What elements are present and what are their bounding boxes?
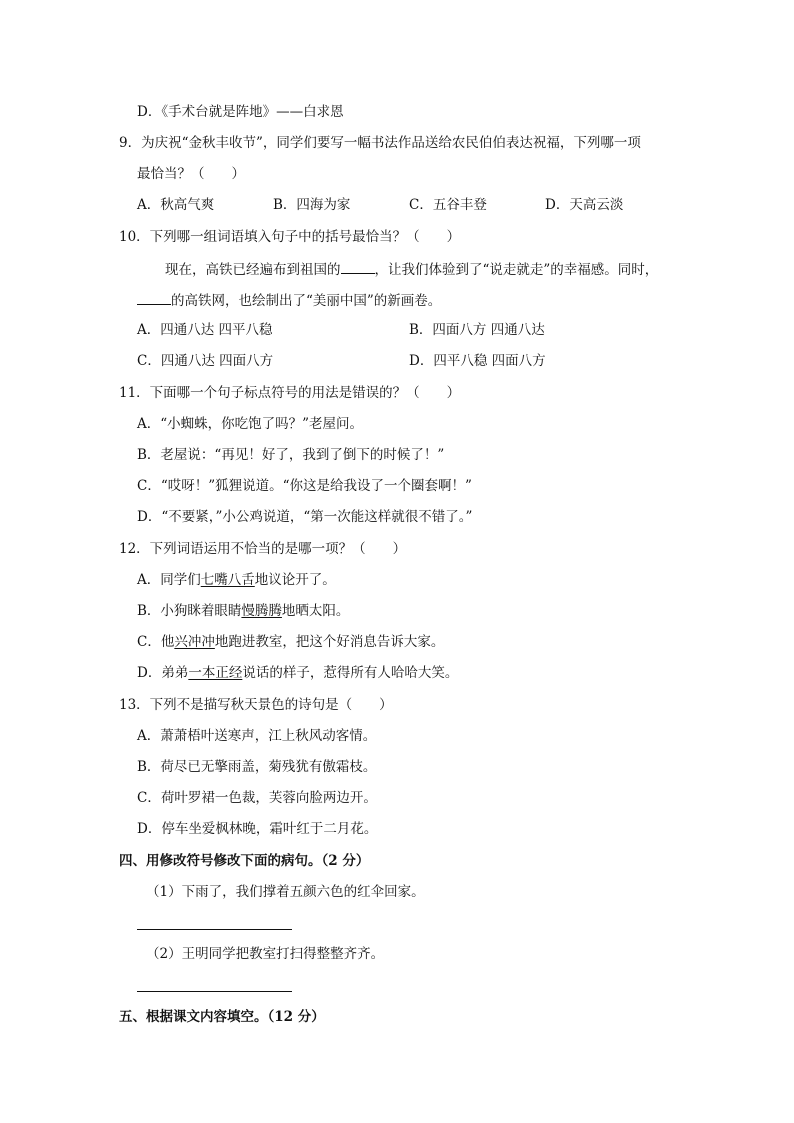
fill-blank-1 [341, 259, 375, 274]
section-5-heading: 五、根据课文内容填空。（12 分） [119, 1009, 325, 1025]
q13-option-a: A．萧萧梧叶送寒声，江上秋风动客情。 [137, 728, 377, 744]
option-text: 地晒太阳。 [281, 603, 350, 619]
underlined-phrase: 兴冲冲 [174, 634, 215, 650]
option-text: C．他 [137, 634, 175, 650]
q8-option-d: D．《手术台就是阵地》——白求恩 [137, 104, 344, 120]
option-text: 地跑进教室，把这个好消息告诉大家。 [214, 634, 445, 650]
q9-stem-line2: 最恰当？（ ） [137, 166, 245, 182]
q11-option-c: C．“哎呀！”狐狸说道。“你这是给我设了一个圈套啊！” [137, 478, 472, 494]
q10-option-c: C．四通八达 四面八方 [137, 353, 274, 369]
q10-option-d: D．四平八稳 四面八方 [409, 353, 546, 369]
section-4-heading: 四、用修改符号修改下面的病句。（2 分） [119, 853, 370, 869]
q11-option-a: A．“小蜘蛛，你吃饱了吗？”老屋问。 [137, 416, 364, 432]
underlined-phrase: 七嘴八舌 [200, 572, 255, 588]
q11-option-b: B．老屋说：“再见！好了，我到了倒下的时候了！” [137, 447, 445, 463]
q13-option-b: B．荷尽已无擎雨盖，菊残犹有傲霜枝。 [137, 759, 377, 775]
fill-blank-2 [137, 290, 171, 305]
q13-stem: 13．下列不是描写秋天景色的诗句是（ ） [119, 697, 393, 713]
q12-option-d [137, 664, 458, 682]
q12-option-b [137, 602, 349, 620]
underlined-phrase: 一本正经 [188, 665, 243, 681]
q11-stem: 11．下面哪一个句子标点符号的用法是错误的？（ ） [119, 385, 461, 401]
q9-option-c: C．五谷丰登 [409, 197, 487, 213]
answer-line-2 [137, 991, 292, 992]
option-text: B．小狗眯着眼睛 [137, 603, 242, 619]
q9-option-b: B．四海为家 [273, 197, 351, 213]
q11-option-d: D．“不要紧，”小公鸡说道，“第一次能这样就很不错了。” [137, 509, 473, 525]
q10-passage-text: 的高铁网，也绘制出了“美丽中国”的新画卷。 [171, 293, 442, 309]
q10-passage-text: 现在，高铁已经遍布到祖国的 [165, 262, 341, 278]
q9-option-d: D．天高云淡 [545, 197, 624, 213]
sec4-sentence-2: （2）王明同学把教室打扫得整整齐齐。 [146, 946, 385, 962]
q12-option-a [137, 571, 336, 589]
q12-stem: 12．下列词语运用不恰当的是哪一项？（ ） [119, 541, 407, 557]
q10-stem: 10．下列哪一组词语填入句子中的括号最恰当？（ ） [119, 229, 461, 245]
q9-stem-line1: 9．为庆祝“金秋丰收节”，同学们要写一幅书法作品送给农民伯伯表达祝福，下列哪一项 [119, 135, 641, 151]
q13-option-c: C．荷叶罗裙一色裁，芙蓉向脸两边开。 [137, 790, 377, 806]
q10-option-a: A．四通八达 四平八稳 [137, 322, 273, 338]
underlined-phrase: 慢腾腾 [241, 603, 282, 619]
q10-option-b: B．四面八方 四通八达 [409, 322, 545, 338]
option-text: D．弟弟 [137, 665, 189, 681]
q10-passage-line2 [137, 290, 441, 310]
option-text: 地议论开了。 [254, 572, 336, 588]
option-text: A．同学们 [137, 572, 201, 588]
sec4-sentence-1: （1）下雨了，我们撑着五颜六色的红伞回家。 [146, 884, 425, 900]
q10-passage-text: ，让我们体验到了“说走就走”的幸福感。同时， [374, 262, 659, 278]
q13-option-d: D．停车坐爱枫林晚，霜叶红于二月花。 [137, 821, 378, 837]
q12-option-c [137, 633, 444, 651]
option-text: 说话的样子，惹得所有人哈哈大笑。 [242, 665, 459, 681]
answer-line-1 [137, 929, 292, 930]
q10-passage-line1 [165, 259, 658, 279]
q9-option-a: A．秋高气爽 [137, 197, 215, 213]
